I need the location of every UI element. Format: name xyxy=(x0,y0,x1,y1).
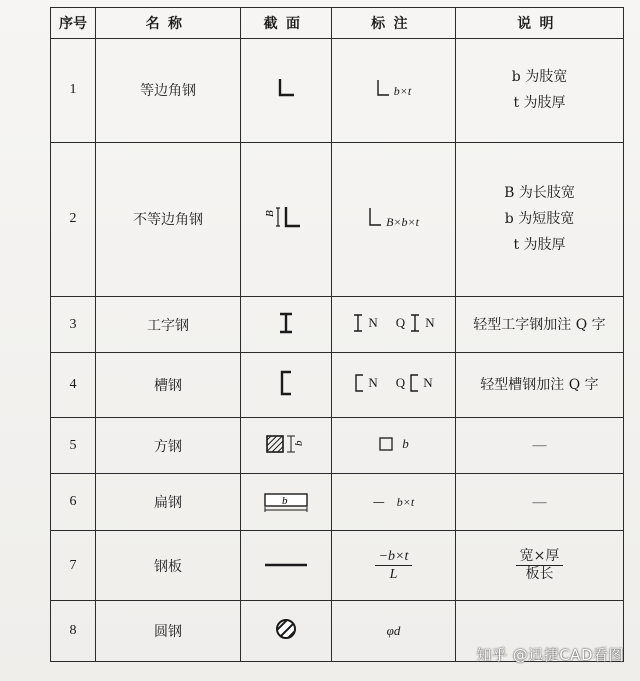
description-cell xyxy=(456,39,624,143)
description-cell xyxy=(456,531,624,601)
notation-cell xyxy=(332,296,456,353)
equal-angle-section-icon xyxy=(274,77,298,99)
notation-numerator: −b×t xyxy=(375,548,413,566)
description-line: b 为短肢宽 xyxy=(504,211,575,228)
row-no: 8 xyxy=(51,601,96,662)
description-cell xyxy=(456,142,624,296)
notation-cell xyxy=(332,474,456,531)
angle-symbol-icon xyxy=(376,79,390,97)
description-denominator: 板长 xyxy=(525,566,554,583)
section-dimension-label: b xyxy=(293,440,305,446)
watermark: 知乎 @迅捷CAD看图 xyxy=(476,646,624,664)
description-fraction xyxy=(516,548,564,583)
i-beam-symbol-icon xyxy=(352,313,364,333)
description-cell xyxy=(456,353,624,417)
table-row xyxy=(51,474,624,531)
channel-symbol-icon xyxy=(409,373,419,393)
section-cell xyxy=(241,39,332,143)
channel-symbol-icon xyxy=(354,373,364,393)
notation-denominator: L xyxy=(389,567,398,583)
notation-text: φd xyxy=(386,623,401,639)
notation-text: B×b×t xyxy=(386,214,419,229)
i-beam-symbol-icon xyxy=(409,313,421,333)
row-no: 6 xyxy=(51,474,96,531)
notation-cell xyxy=(332,417,456,474)
description-line: 轻型工字钢加注 Q 字 xyxy=(473,316,606,333)
description-line: 轻型槽钢加注 Q 字 xyxy=(480,377,599,394)
row-no: 4 xyxy=(51,353,96,417)
notation-cell xyxy=(332,142,456,296)
section-dimension-label: b xyxy=(282,495,288,508)
description-dash: — xyxy=(532,494,547,510)
description-line: B 为长肢宽 xyxy=(504,185,575,202)
notation-cell xyxy=(332,353,456,417)
table-row xyxy=(51,417,624,474)
i-beam-section-icon xyxy=(276,311,296,335)
notation-prefix: — xyxy=(372,495,385,510)
angle-symbol-icon xyxy=(368,207,382,227)
header-no: 序号 xyxy=(51,8,96,39)
header-name: 名称 xyxy=(96,8,241,39)
header-note: 说明 xyxy=(456,8,624,39)
description-cell xyxy=(456,417,624,474)
steel-section-table xyxy=(50,7,624,662)
header-section: 截面 xyxy=(241,8,332,39)
notation-text: b×t xyxy=(393,83,412,98)
round-bar-section-icon xyxy=(273,616,299,642)
table-row xyxy=(51,39,624,143)
row-no: 5 xyxy=(51,417,96,474)
plate-section-icon xyxy=(262,560,310,570)
notation-text: N xyxy=(425,314,435,330)
notation-text: b×t xyxy=(396,494,415,509)
description-cell xyxy=(456,474,624,531)
notation-cell xyxy=(332,531,456,601)
section-cell xyxy=(241,142,332,296)
notation-text: N xyxy=(368,375,378,391)
row-no: 2 xyxy=(51,142,96,296)
section-cell xyxy=(241,417,332,474)
row-no: 3 xyxy=(51,296,96,353)
description-line: b 为肢宽 xyxy=(511,69,568,86)
description-line: t 为肢厚 xyxy=(513,237,566,254)
square-symbol-icon xyxy=(378,436,394,452)
row-no: 1 xyxy=(51,39,96,143)
section-cell xyxy=(241,353,332,417)
section-cell xyxy=(241,601,332,662)
unequal-angle-section-icon xyxy=(264,202,308,232)
notation-prefix: Q xyxy=(395,375,406,391)
notation-cell xyxy=(332,601,456,662)
notation-prefix: Q xyxy=(395,314,406,330)
row-name: 钢板 xyxy=(96,531,241,601)
description-numerator: 宽×厚 xyxy=(516,548,564,566)
channel-section-icon xyxy=(276,369,296,397)
notation-text: N xyxy=(423,375,433,391)
notation-text: b xyxy=(402,435,409,451)
notation-text: N xyxy=(368,314,378,330)
section-cell xyxy=(241,296,332,353)
row-name: 工字钢 xyxy=(96,296,241,353)
section-dimension-label: B xyxy=(264,210,276,218)
description-dash: — xyxy=(532,438,547,454)
notation-cell xyxy=(332,39,456,143)
notation-fraction xyxy=(375,548,413,583)
row-name: 不等边角钢 xyxy=(96,142,241,296)
square-bar-section-icon xyxy=(263,432,309,456)
row-name: 等边角钢 xyxy=(96,39,241,143)
description-line: t 为肢厚 xyxy=(513,95,566,112)
row-name: 圆钢 xyxy=(96,601,241,662)
row-name: 槽钢 xyxy=(96,353,241,417)
table-row xyxy=(51,296,624,353)
row-no: 7 xyxy=(51,531,96,601)
description-cell xyxy=(456,296,624,353)
flat-bar-section-icon xyxy=(262,488,310,512)
table-row xyxy=(51,353,624,417)
row-name: 方钢 xyxy=(96,417,241,474)
table-row xyxy=(51,142,624,296)
table-row xyxy=(51,531,624,601)
table-header-row xyxy=(51,8,624,39)
section-cell xyxy=(241,531,332,601)
section-cell xyxy=(241,474,332,531)
row-name: 扁钢 xyxy=(96,474,241,531)
header-notation: 标注 xyxy=(332,8,456,39)
